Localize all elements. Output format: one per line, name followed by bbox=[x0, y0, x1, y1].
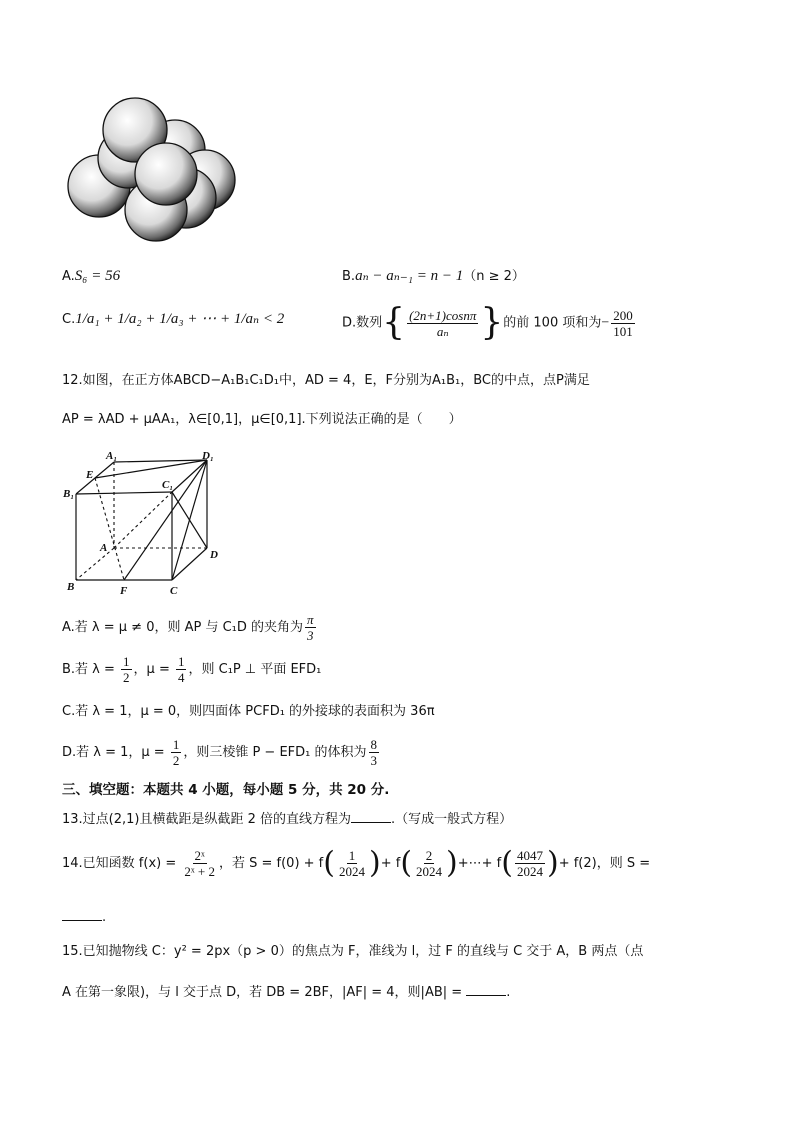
label-B1: B₁ bbox=[63, 488, 75, 500]
term1-fraction bbox=[337, 848, 367, 879]
function-fraction bbox=[182, 848, 217, 879]
label-A1: A₁ bbox=[106, 450, 118, 462]
fraction-numerator: 8 bbox=[370, 737, 378, 752]
option-mid: ，μ = bbox=[133, 662, 174, 677]
fraction-numerator: (2n+1)cosnπ bbox=[409, 307, 477, 323]
option-math: aₙ − aₙ₋₁ = n − 1 bbox=[355, 268, 464, 284]
question-tail: .（写成一般式方程） bbox=[391, 812, 513, 827]
q11-option-b bbox=[342, 267, 525, 286]
option-label: A. bbox=[62, 269, 75, 284]
answer-blank[interactable] bbox=[466, 983, 506, 996]
label-C: C bbox=[170, 585, 178, 597]
term3-fraction bbox=[515, 848, 545, 879]
mu-fraction bbox=[171, 737, 182, 768]
fraction-denominator: 3 bbox=[307, 628, 314, 643]
cube-figure bbox=[62, 448, 232, 598]
fraction-denominator: 2ˣ + 2 bbox=[184, 864, 215, 879]
q12-option-a bbox=[62, 612, 318, 643]
label-E: E bbox=[86, 469, 94, 481]
option-text: A.若 λ = μ ≠ 0，则 AP 与 C₁D 的夹角为 bbox=[62, 620, 304, 635]
q14-plus: + f bbox=[380, 856, 401, 871]
q15-line2 bbox=[62, 983, 510, 1002]
label-B: B bbox=[67, 581, 75, 593]
label-D: D bbox=[210, 549, 218, 561]
option-label: B. bbox=[342, 269, 356, 284]
fraction-denominator: 2 bbox=[172, 753, 180, 768]
term2-fraction bbox=[414, 848, 444, 879]
q12-stem-line1: 12.如图，在正方体ABCD−A₁B₁C₁D₁中，AD = 4，E，F分别为A₁B₁，BC的中点，点P满足 bbox=[62, 373, 590, 388]
fraction-numerator: 200 bbox=[613, 307, 633, 323]
q13 bbox=[62, 810, 512, 829]
value-fraction bbox=[611, 308, 635, 339]
q14-pre: 14.已知函数 f(x) = bbox=[62, 856, 181, 871]
option-post: ，则三棱锥 P − EFD₁ 的体积为 bbox=[183, 745, 367, 760]
fraction-denominator: 2024 bbox=[516, 864, 543, 879]
stacked-spheres-illustration bbox=[60, 88, 245, 243]
option-pre: B.若 λ = bbox=[62, 662, 120, 677]
label-A: A bbox=[100, 542, 108, 554]
fraction-denominator: aₙ bbox=[436, 323, 449, 339]
q14-dots: +⋯+ f bbox=[457, 856, 502, 871]
label-F: F bbox=[120, 585, 128, 597]
fraction-numerator: 2 bbox=[425, 848, 433, 863]
option-label: D. bbox=[342, 315, 357, 331]
left-brace: { bbox=[382, 302, 406, 343]
answer-blank[interactable] bbox=[351, 810, 391, 823]
fraction-denominator: 4 bbox=[177, 670, 185, 685]
q12-option-b bbox=[62, 654, 321, 685]
right-brace: } bbox=[480, 302, 504, 343]
q14-line2-end: . bbox=[102, 910, 107, 925]
label-C1: C₁ bbox=[162, 479, 174, 491]
fraction-denominator: 3 bbox=[370, 753, 378, 768]
fraction-numerator: 2ˣ bbox=[194, 848, 205, 863]
q14: 14.已知函数 f(x) = $\frac{\text{2ˣ}}{\text{2ˣ + 2}}$ ，若 S = f(0) + f( $\frac{1}{2024}$ )+ f( $\frac{2}{2024}$ )+⋯+ f( $\frac{4047}{2024}$ )+ f(2)，则 S = bbox=[62, 845, 651, 881]
option-post: ，则 C₁P ⊥ 平面 EFD₁ bbox=[188, 662, 322, 677]
fraction-numerator: 1 bbox=[172, 737, 180, 752]
fraction-numerator: 1 bbox=[123, 654, 130, 669]
fraction-denominator: 2024 bbox=[338, 864, 365, 879]
option-math: 1/a₁ + 1/a₂ + 1/a₃ + ⋯ + 1/aₙ < 2 bbox=[75, 311, 285, 327]
q14-line2 bbox=[62, 908, 106, 927]
fraction-numerator: 1 bbox=[177, 654, 185, 669]
q12-option-c: C.若 λ = 1，μ = 0，则四面体 PCFD₁ 的外接球的表面积为 36π bbox=[62, 704, 435, 719]
option-condition: （n ≥ 2） bbox=[463, 269, 525, 284]
q14-end: + f(2)，则 S = bbox=[558, 856, 651, 871]
fraction-numerator: π bbox=[307, 612, 314, 627]
q11-option-d: D.数列{ $\frac{(2n+1)\cos n\pi}{\text{aₙ}}$ }的前 100 项和为− $\frac{200}{101}$ bbox=[342, 302, 633, 343]
q15-text: A 在第一象限)，与 l 交于点 D，若 DB = 2BF，|AF| = 4，则|AB| = bbox=[62, 985, 467, 1000]
fraction-denominator: 2024 bbox=[416, 864, 443, 879]
q11-option-c bbox=[62, 310, 284, 329]
volume-fraction bbox=[369, 737, 380, 768]
fraction-numerator: 1 bbox=[348, 848, 356, 863]
answer-blank[interactable] bbox=[62, 908, 102, 921]
fraction-denominator: 101 bbox=[613, 323, 633, 339]
q11-option-a bbox=[62, 267, 120, 286]
section-heading: 三、填空题：本题共 4 小题，每小题 5 分，共 20 分. bbox=[62, 782, 390, 798]
option-math: S₆ = 56 bbox=[74, 268, 121, 284]
q14-mid: ，若 S = f(0) + f bbox=[218, 856, 324, 871]
q12-stem-line2: AP = λAD + μAA₁，λ∈[0,1]，μ∈[0,1].下列说法正确的是（ ） bbox=[62, 412, 462, 427]
angle-fraction bbox=[305, 612, 316, 643]
mu-fraction bbox=[176, 654, 187, 685]
option-pre: 数列 bbox=[356, 315, 383, 331]
sequence-fraction bbox=[407, 308, 478, 339]
option-post: 的前 100 项和为 bbox=[503, 315, 602, 331]
lambda-fraction bbox=[121, 654, 132, 685]
question-text: 13.过点(2,1)且横截距是纵截距 2 倍的直线方程为 bbox=[62, 812, 352, 827]
fraction-denominator: 2 bbox=[123, 670, 130, 685]
q15-end: . bbox=[506, 985, 511, 1000]
option-pre: D.若 λ = 1，μ = bbox=[62, 745, 169, 760]
q15-line1: 15.已知抛物线 C：y² = 2px（p > 0）的焦点为 F，准线为 l，过 F 的直线与 C 交于 A，B 两点（点 bbox=[62, 944, 644, 959]
fraction-numerator: 4047 bbox=[516, 848, 543, 863]
q12-option-d bbox=[62, 737, 381, 768]
label-D1: D₁ bbox=[202, 450, 214, 462]
option-label: C. bbox=[62, 312, 76, 327]
